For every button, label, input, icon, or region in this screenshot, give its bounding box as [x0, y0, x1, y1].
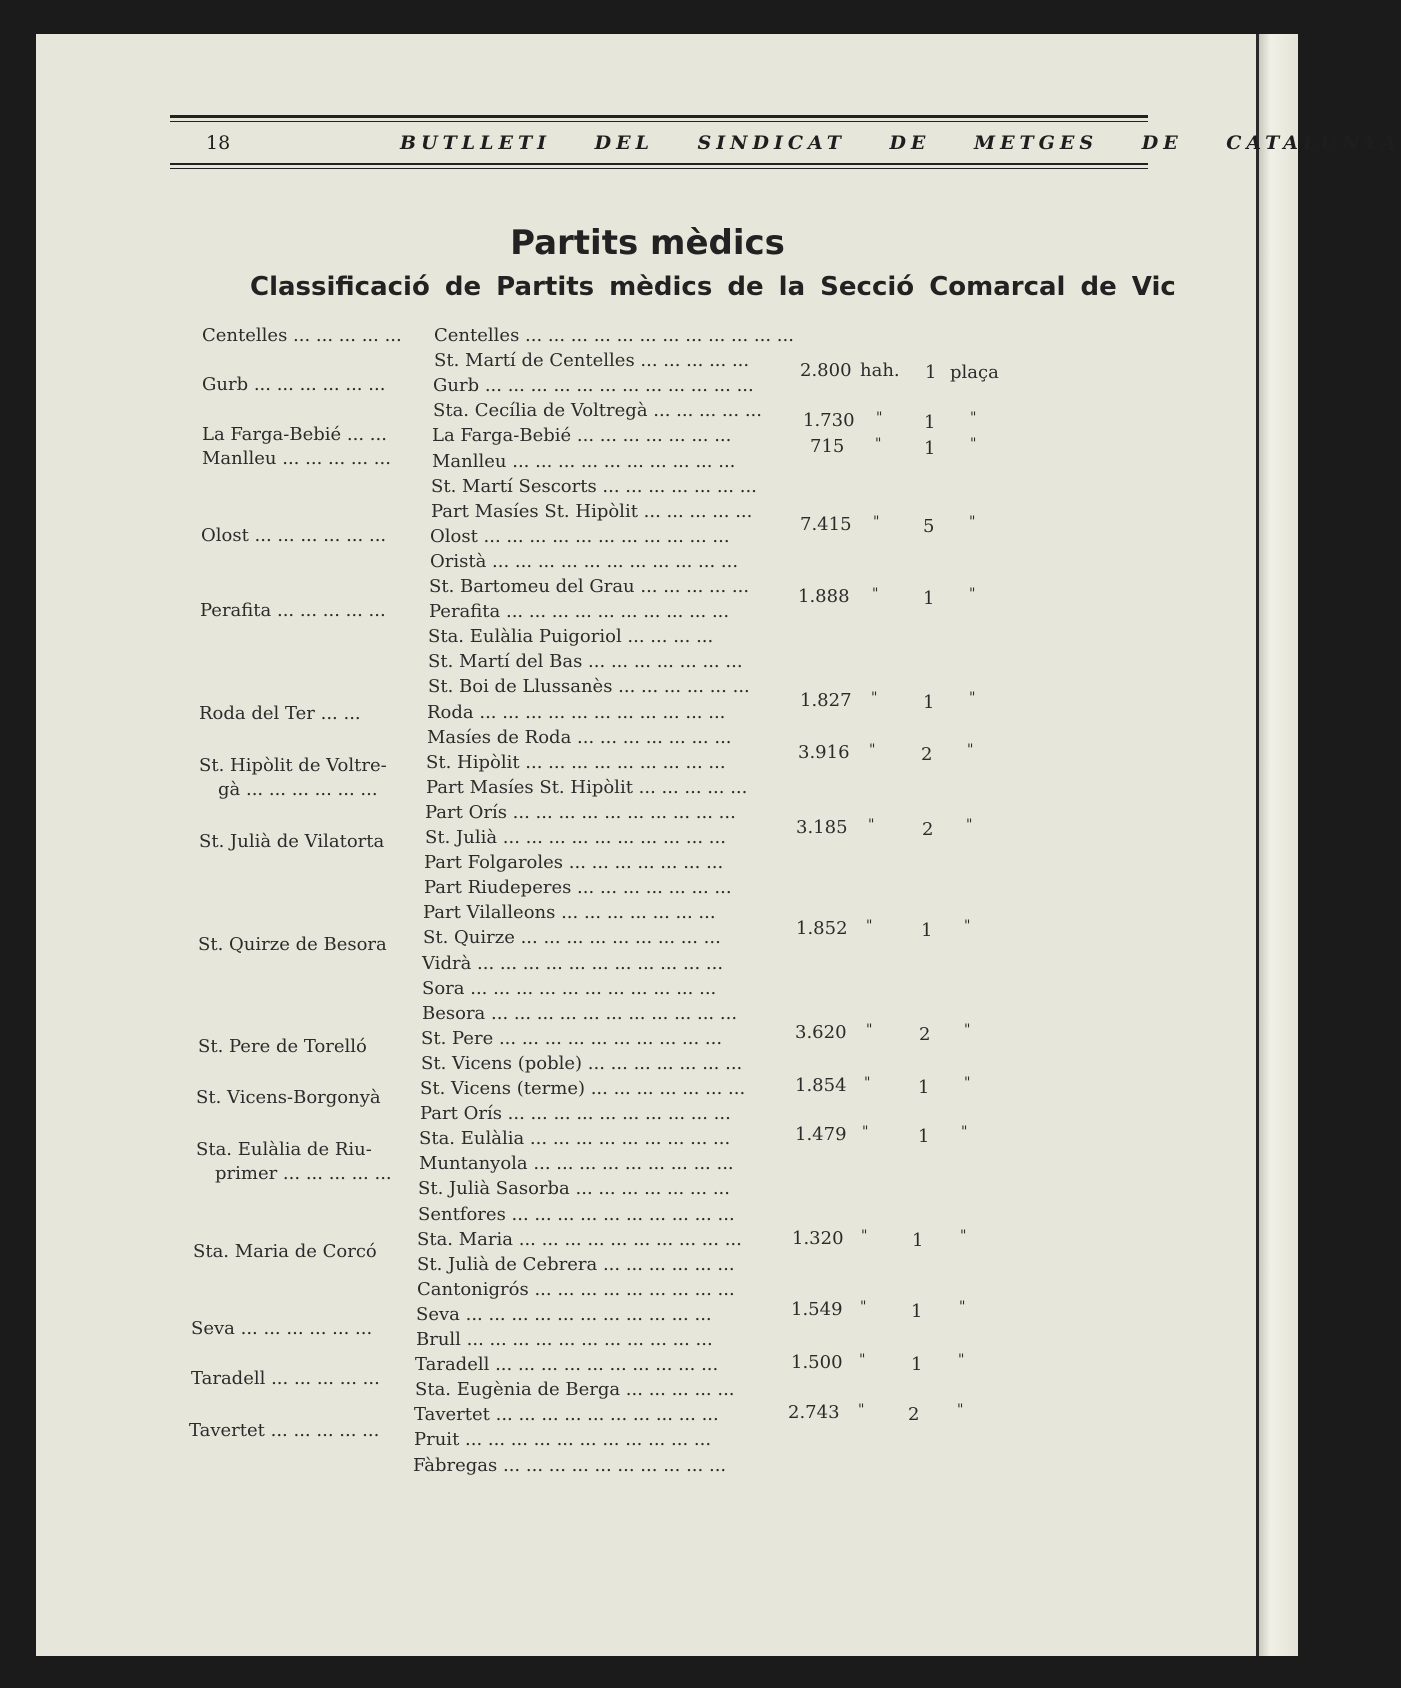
localitat-item: St. Julià de Cebrera ... ... ... ... ... ... [417, 1254, 735, 1275]
localitat-item: Tavertet ... ... ... ... ... ... ... ... ... ... [414, 1404, 719, 1425]
partit-item: St. Julià de Vilatorta [199, 831, 385, 852]
localitat-item: Roda ... ... ... ... ... ... ... ... ... ... ... [427, 702, 726, 723]
partit-item: La Farga-Bebié ... ... [202, 424, 387, 445]
places-unit: " [958, 1352, 965, 1368]
localitat-item: Manlleu ... ... ... ... ... ... ... ... ... ... [432, 451, 736, 472]
localitat-item: Sta. Cecília de Voltregà ... ... ... ... ... [433, 400, 762, 421]
page-title: Partits mèdics [510, 223, 785, 263]
habitants-unit: " [859, 1352, 866, 1368]
places-unit: " [961, 1124, 968, 1140]
partit-item: primer ... ... ... ... ... [215, 1163, 392, 1184]
localitat-item: Sentfores ... ... ... ... ... ... ... ... ... ... [418, 1204, 735, 1225]
habitants-value: 3.916 [798, 742, 850, 763]
places-unit: " [964, 1022, 971, 1038]
page-subtitle: Classificació de Partits mèdics de la Secció Comarcal de Vic [250, 272, 1176, 302]
localitat-item: Sta. Eulàlia ... ... ... ... ... ... ... ... ... [419, 1128, 731, 1149]
localitat-item: St. Julià ... ... ... ... ... ... ... ... ... ... [425, 827, 726, 848]
partit-item: Gurb ... ... ... ... ... ... [202, 374, 386, 395]
places-unit: " [969, 586, 976, 602]
localitat-item: Cantonigrós ... ... ... ... ... ... ... ... ... [417, 1279, 735, 1300]
places-value: 1 [911, 1354, 923, 1375]
localitat-item: St. Bartomeu del Grau ... ... ... ... ... [429, 576, 750, 597]
habitants-value: 1.549 [791, 1299, 843, 1320]
localitat-item: Besora ... ... ... ... ... ... ... ... ... ... ... [422, 1003, 738, 1024]
page-number: 18 [206, 132, 231, 154]
habitants-value: 1.500 [791, 1352, 843, 1373]
habitants-unit: " [875, 436, 882, 452]
habitants-value: 1.852 [796, 918, 848, 939]
places-value: 5 [923, 516, 935, 537]
localitat-item: Perafita ... ... ... ... ... ... ... ... ... ... [429, 601, 730, 622]
localitat-item: St. Hipòlit ... ... ... ... ... ... ... ... ... [426, 752, 726, 773]
places-value: 1 [924, 438, 936, 459]
habitants-unit: " [871, 690, 878, 706]
places-unit: " [969, 514, 976, 530]
localitat-item: Brull ... ... ... ... ... ... ... ... ... ... ... [416, 1329, 713, 1350]
habitants-unit: " [872, 586, 879, 602]
habitants-unit: hah. [860, 360, 900, 381]
partit-item: Perafita ... ... ... ... ... [200, 600, 386, 621]
header-rule-top-thin [170, 121, 1148, 122]
habitants-unit: " [866, 918, 873, 934]
places-value: 2 [921, 744, 933, 765]
localitat-item: Part Folgaroles ... ... ... ... ... ... ... [424, 852, 724, 873]
partit-item: St. Pere de Torelló [198, 1036, 367, 1057]
habitants-value: 715 [810, 436, 845, 457]
partit-item: Tavertet ... ... ... ... ... [189, 1420, 380, 1441]
journal-title: BUTLLETI DEL SINDICAT DE METGES DE CATALUNYA [400, 132, 1401, 154]
localitat-item: St. Vicens (terme) ... ... ... ... ... ... ... [420, 1078, 746, 1099]
places-value: 1 [918, 1077, 930, 1098]
localitat-item: Part Masíes St. Hipòlit ... ... ... ... ... [431, 501, 753, 522]
places-unit: plaça [950, 362, 999, 383]
habitants-unit: " [864, 1075, 871, 1091]
places-unit: " [957, 1402, 964, 1418]
header-rule-top [170, 115, 1148, 118]
localitat-item: St. Martí Sescorts ... ... ... ... ... ... ... [431, 476, 757, 497]
localitat-item: Part Masíes St. Hipòlit ... ... ... ... ... [426, 777, 748, 798]
places-value: 1 [923, 588, 935, 609]
places-unit: " [970, 410, 977, 426]
habitants-value: 1.854 [795, 1075, 847, 1096]
localitat-item: St. Martí de Centelles ... ... ... ... ... [434, 350, 750, 371]
localitat-item: Sta. Eugènia de Berga ... ... ... ... ... [415, 1379, 735, 1400]
habitants-unit: " [862, 1124, 869, 1140]
header-rule-bottom-thin [170, 168, 1148, 169]
localitat-item: St. Martí del Bas ... ... ... ... ... ... ... [428, 651, 743, 672]
localitat-item: Gurb ... ... ... ... ... ... ... ... ... ... ... ... [433, 375, 754, 396]
habitants-unit: " [858, 1402, 865, 1418]
localitat-item: Pruit ... ... ... ... ... ... ... ... ... ... ... [414, 1429, 712, 1450]
localitat-item: Vidrà ... ... ... ... ... ... ... ... ... ... ... [422, 953, 724, 974]
localitat-item: Part Riudeperes ... ... ... ... ... ... ... [424, 877, 732, 898]
partit-item: gà ... ... ... ... ... ... [218, 779, 378, 800]
habitants-value: 1.827 [800, 690, 852, 711]
localitat-item: Muntanyola ... ... ... ... ... ... ... ... ... [419, 1153, 734, 1174]
localitat-item: Taradell ... ... ... ... ... ... ... ... ... ... [415, 1354, 719, 1375]
localitat-item: Seva ... ... ... ... ... ... ... ... ... ... ... [416, 1304, 712, 1325]
localitat-item: Oristà ... ... ... ... ... ... ... ... ... ... ... [430, 551, 739, 572]
places-unit: " [959, 1299, 966, 1315]
localitat-item: Sta. Eulàlia Puigoriol ... ... ... ... [428, 626, 714, 647]
localitat-item: La Farga-Bebié ... ... ... ... ... ... ... [432, 425, 732, 446]
partit-item: Taradell ... ... ... ... ... [191, 1368, 380, 1389]
localitat-item: Sta. Maria ... ... ... ... ... ... ... ... ... ... [417, 1229, 742, 1250]
habitants-value: 3.185 [796, 817, 848, 838]
habitants-value: 2.800 [800, 360, 852, 381]
places-unit: " [967, 742, 974, 758]
partit-item: Manlleu ... ... ... ... ... [202, 448, 391, 469]
book-spine [1256, 34, 1298, 1656]
places-value: 1 [912, 1230, 924, 1251]
places-unit: " [970, 436, 977, 452]
habitants-value: 1.320 [792, 1228, 844, 1249]
localitat-item: Part Orís ... ... ... ... ... ... ... ... ... ... [420, 1103, 731, 1124]
places-unit: " [964, 1075, 971, 1091]
localitat-item: St. Vicens (poble) ... ... ... ... ... ... ... [421, 1053, 743, 1074]
places-value: 2 [908, 1404, 920, 1425]
partit-item: St. Vicens-Borgonyà [196, 1087, 381, 1108]
places-value: 1 [918, 1126, 930, 1147]
places-value: 2 [919, 1024, 931, 1045]
partit-item: Olost ... ... ... ... ... ... [201, 525, 387, 546]
places-value: 1 [911, 1301, 923, 1322]
places-unit: " [969, 690, 976, 706]
localitat-item: St. Julià Sasorba ... ... ... ... ... ... ... [418, 1178, 730, 1199]
habitants-unit: " [860, 1299, 867, 1315]
places-value: 1 [921, 920, 933, 941]
localitat-item: St. Pere ... ... ... ... ... ... ... ... ... ... [421, 1028, 723, 1049]
localitat-item: Fàbregas ... ... ... ... ... ... ... ... ... ... [413, 1455, 727, 1476]
partit-item: Sta. Maria de Corcó [193, 1241, 377, 1262]
header-rule-bottom [170, 163, 1148, 165]
localitat-item: Centelles ... ... ... ... ... ... ... ... ... ... ... ... [434, 325, 794, 346]
partit-item: St. Hipòlit de Voltre- [199, 755, 387, 776]
places-unit: " [960, 1228, 967, 1244]
places-unit: " [966, 817, 973, 833]
habitants-unit: " [873, 514, 880, 530]
partit-item: St. Quirze de Besora [198, 934, 387, 955]
habitants-value: 1.888 [798, 586, 850, 607]
localitat-item: St. Boi de Llussanès ... ... ... ... ... ... [428, 676, 750, 697]
habitants-unit: " [861, 1228, 868, 1244]
partit-item: Centelles ... ... ... ... ... [202, 325, 402, 346]
localitat-item: Part Orís ... ... ... ... ... ... ... ... ... ... [425, 802, 736, 823]
localitat-item: Sora ... ... ... ... ... ... ... ... ... ... ... [422, 978, 717, 999]
localitat-item: Masíes de Roda ... ... ... ... ... ... ... [427, 727, 732, 748]
running-head [170, 126, 1401, 160]
partit-item: Sta. Eulàlia de Riu- [196, 1139, 372, 1160]
habitants-value: 2.743 [788, 1402, 840, 1423]
habitants-unit: " [868, 817, 875, 833]
localitat-item: Part Vilalleons ... ... ... ... ... ... ... [423, 902, 716, 923]
habitants-value: 3.620 [795, 1022, 847, 1043]
habitants-unit: " [876, 410, 883, 426]
localitat-item: St. Quirze ... ... ... ... ... ... ... ... ... [423, 927, 721, 948]
localitat-item: Olost ... ... ... ... ... ... ... ... ... ... ... [430, 526, 730, 547]
places-value: 2 [922, 819, 934, 840]
habitants-unit: " [866, 1022, 873, 1038]
habitants-unit: " [869, 742, 876, 758]
habitants-value: 1.479 [795, 1124, 847, 1145]
habitants-value: 1.730 [803, 410, 855, 431]
places-value: 1 [925, 362, 937, 383]
partit-item: Roda del Ter ... ... [199, 703, 361, 724]
habitants-value: 7.415 [800, 514, 852, 535]
places-value: 1 [923, 692, 935, 713]
places-unit: " [964, 918, 971, 934]
partit-item: Seva ... ... ... ... ... ... [191, 1318, 373, 1339]
places-value: 1 [924, 412, 936, 433]
